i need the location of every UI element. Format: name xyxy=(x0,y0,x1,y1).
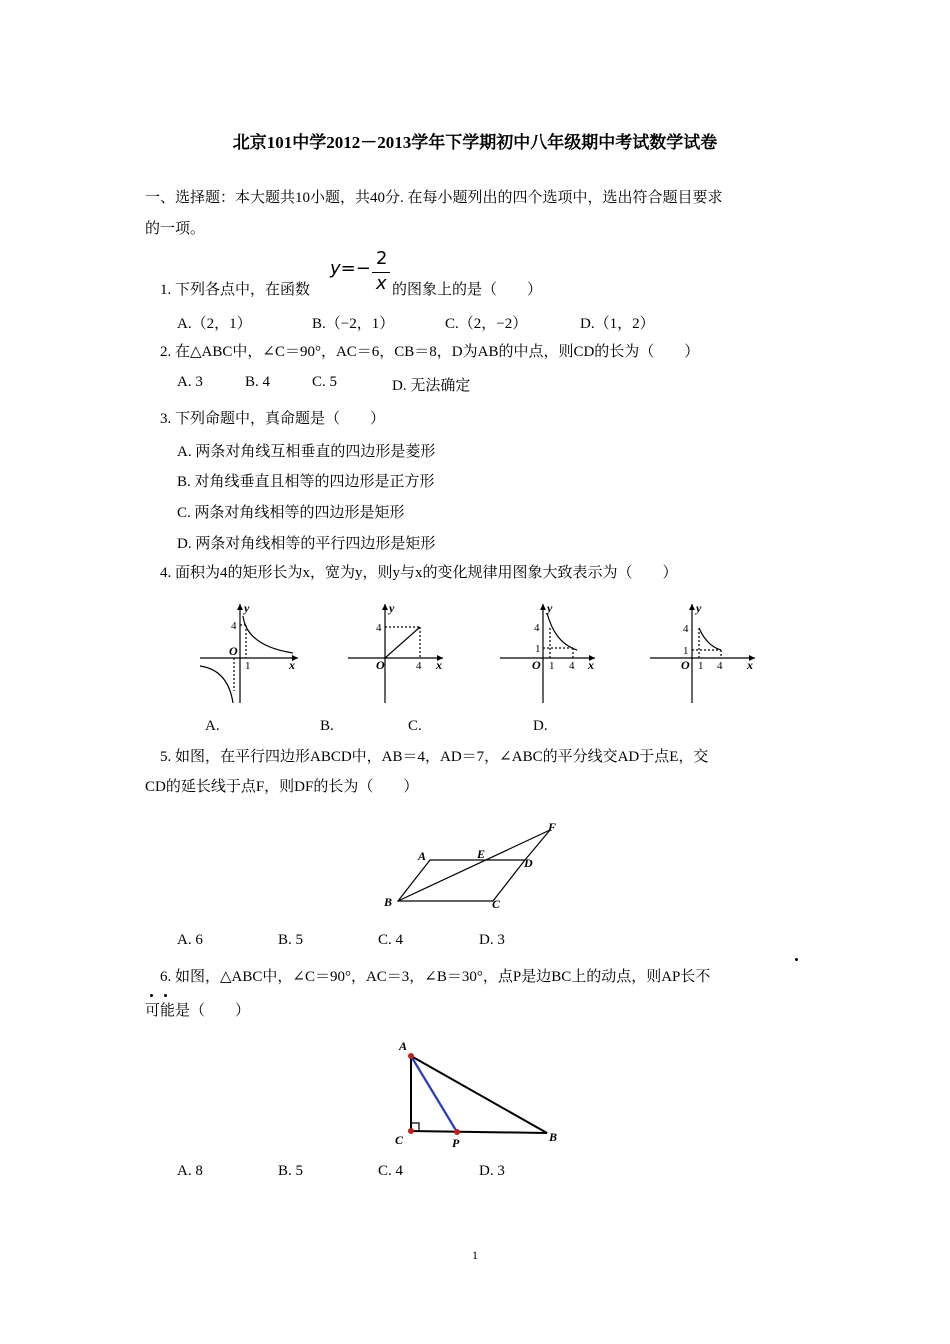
q2-option-d: D. 无法确定 xyxy=(392,378,471,394)
graph-a-x-label: x xyxy=(289,658,295,672)
section1-instruction-line1: 一、选择题：本大题共10小题，共40分. 在每小题列出的四个选项中，选出符合题目要求 xyxy=(145,190,723,206)
graph-a-tick-4: 4 xyxy=(231,620,237,632)
q2-option-a: A. 3 xyxy=(177,374,203,390)
q5-parallelogram-figure xyxy=(380,818,570,913)
q6-option-a: A. 8 xyxy=(177,1163,203,1179)
graph-d-tick-4-x: 4 xyxy=(717,660,723,672)
q2-option-b: B. 4 xyxy=(245,374,271,390)
graph-d-curve xyxy=(699,628,721,650)
parallelogram-abcd xyxy=(398,860,525,901)
q2-stem: 2. 在△ABC中，∠C＝90°，AC＝6，CB＝8，D为AB的中点，则CD的长为（ ） xyxy=(160,344,700,360)
page-title: 北京101中学2012－2013学年下学期初中八年级期中考试数学试卷 xyxy=(232,133,718,152)
q6-triangle-figure xyxy=(390,1033,565,1153)
graph-b-tick-4-x: 4 xyxy=(416,660,422,672)
page-number: 1 xyxy=(472,1248,478,1262)
q5-option-d: D. 3 xyxy=(479,932,505,948)
graph-c-x-label: x xyxy=(588,658,594,672)
graph-d-y-label: y xyxy=(696,601,702,615)
graph-d-tick-1-x: 1 xyxy=(698,660,704,672)
q1-option-d: D.（1，2） xyxy=(580,316,655,332)
q6-label-c: C xyxy=(395,1133,404,1147)
q6-label-p: P xyxy=(452,1136,460,1150)
q4-graphs xyxy=(195,598,815,713)
point-a xyxy=(408,1053,414,1059)
graph-c-origin-label: O xyxy=(532,658,541,672)
q1-option-c: C.（2，−2） xyxy=(445,316,528,332)
point-c xyxy=(408,1128,414,1134)
q5-label-e: E xyxy=(477,847,486,861)
q1-formula-denominator: x xyxy=(376,273,387,294)
graph-a-curve-q1 xyxy=(243,616,293,653)
q6-label-b: B xyxy=(549,1130,558,1144)
point-p xyxy=(454,1129,460,1135)
q1-stem-before: 1. 下列各点中，在函数 xyxy=(160,282,311,298)
q1-formula-lhs: y=− xyxy=(330,258,371,279)
graph-b-x-label: x xyxy=(436,658,442,672)
q4-option-c: C. xyxy=(408,718,422,734)
q5-stem-line2: CD的延长线于点F，则DF的长为（ ） xyxy=(145,779,419,795)
q4-option-b: B. xyxy=(320,718,334,734)
graph-a-origin-label: O xyxy=(229,644,238,658)
graph-b-y-label: y xyxy=(389,601,395,615)
emphasis-dot xyxy=(164,994,167,997)
graph-b-tick-4-y: 4 xyxy=(376,622,382,634)
q5-option-c: C. 4 xyxy=(378,932,404,948)
q5-label-d: D xyxy=(524,856,533,870)
graph-c-tick-1-x: 1 xyxy=(549,660,555,672)
segment-ap xyxy=(411,1056,457,1132)
q3-option-a: A. 两条对角线互相垂直的四边形是菱形 xyxy=(177,444,436,460)
q5-label-b: B xyxy=(384,895,393,909)
q5-label-c: C xyxy=(492,897,501,911)
graph-b-line xyxy=(385,627,420,658)
q1-stem-after: 的图象上的是（ ） xyxy=(392,282,543,298)
q6-label-a: A xyxy=(399,1039,408,1053)
emphasis-dot xyxy=(150,994,153,997)
q4-stem: 4. 面积为4的矩形长为x，宽为y，则y与x的变化规律用图象大致表示为（ ） xyxy=(160,565,678,581)
graph-d-x-label: x xyxy=(747,658,753,672)
graph-c-y-label: y xyxy=(547,601,553,615)
q5-label-a: A xyxy=(418,849,427,863)
q6-option-c: C. 4 xyxy=(378,1163,404,1179)
q5-label-f: F xyxy=(548,820,557,834)
q3-option-c: C. 两条对角线相等的四边形是矩形 xyxy=(177,505,405,521)
q3-option-b: B. 对角线垂直且相等的四边形是正方形 xyxy=(177,474,435,490)
graph-b-origin-label: O xyxy=(376,658,385,672)
triangle-abc xyxy=(411,1056,547,1133)
graph-a-curve-q3 xyxy=(200,666,233,703)
graph-c-curve xyxy=(547,613,577,650)
q4-option-a: A. xyxy=(205,718,220,734)
q5-option-b: B. 5 xyxy=(278,932,304,948)
q6-stem-line2: 可能是（ ） xyxy=(145,1003,251,1019)
graph-c-tick-4-x: 4 xyxy=(569,660,575,672)
q4-option-d: D. xyxy=(533,718,548,734)
graph-c-tick-4-y: 4 xyxy=(534,622,540,634)
graph-d-tick-1-y: 1 xyxy=(683,645,689,657)
q6-stem-line1: 6. 如图，△ABC中，∠C＝90°，AC＝3，∠B＝30°，点P是边BC上的动点，则AP长不 xyxy=(160,969,711,985)
graph-c-tick-1-y: 1 xyxy=(535,643,541,655)
q6-option-b: B. 5 xyxy=(278,1163,304,1179)
q6-option-d: D. 3 xyxy=(479,1163,505,1179)
graph-d-tick-4-y: 4 xyxy=(683,623,689,635)
graph-d-origin-label: O xyxy=(681,658,690,672)
q1-option-a: A.（2，1） xyxy=(177,316,252,332)
graph-a-tick-1: 1 xyxy=(245,660,251,672)
section1-instruction-line2: 的一项。 xyxy=(145,221,206,237)
q3-stem: 3. 下列命题中，真命题是（ ） xyxy=(160,411,386,427)
q1-formula-numerator: 2 xyxy=(376,248,388,269)
graph-a-y-label: y xyxy=(244,601,250,615)
q5-option-a: A. 6 xyxy=(177,932,203,948)
q2-option-c: C. 5 xyxy=(312,374,338,390)
emphasis-dot xyxy=(795,958,798,961)
q1-option-b: B.（−2，1） xyxy=(312,316,395,332)
q5-stem-line1: 5. 如图，在平行四边形ABCD中，AB＝4，AD＝7，∠ABC的平分线交AD于点E，交 xyxy=(160,749,709,765)
q3-option-d: D. 两条对角线相等的平行四边形是矩形 xyxy=(177,536,436,552)
